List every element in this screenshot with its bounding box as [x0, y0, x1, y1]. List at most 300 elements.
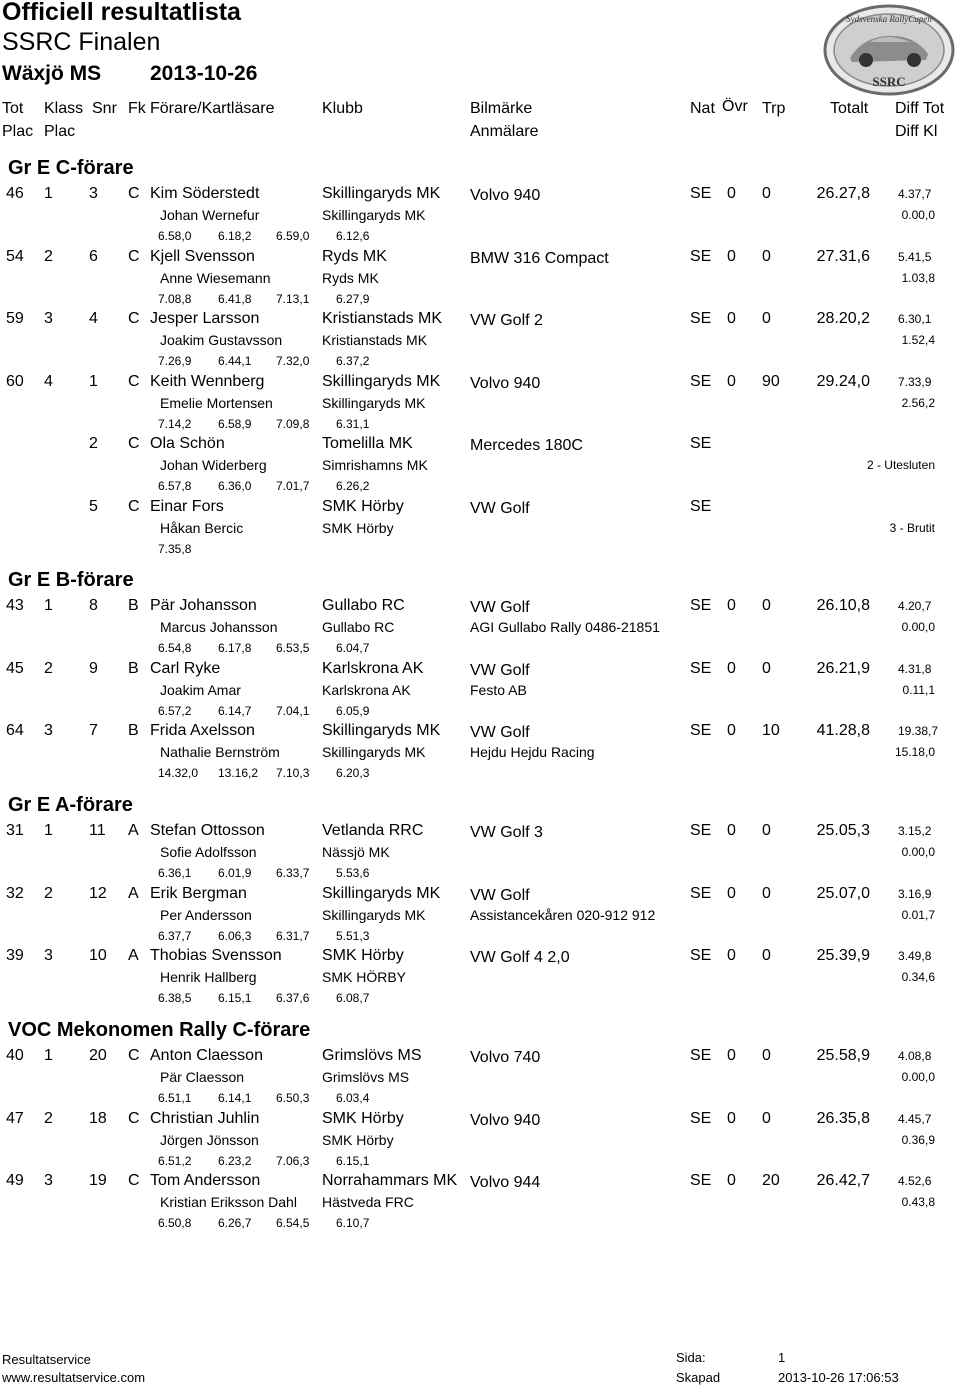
cell-stage-time: 6.44,1	[218, 354, 252, 368]
cell-car: VW Golf	[470, 500, 530, 517]
cell-driver: Carl Ryke	[150, 660, 221, 677]
cell-class-plac: 3	[44, 310, 53, 327]
event-name: SSRC Finalen	[2, 28, 161, 56]
cell-stage-time: 7.06,3	[276, 1154, 310, 1168]
cell-stage-time: 6.37,6	[276, 991, 310, 1005]
cell-driver: Einar Fors	[150, 498, 224, 515]
cell-class-plac: 3	[44, 1172, 53, 1189]
cell-nat: SE	[690, 947, 712, 964]
cell-codriver-club: SMK Hörby	[322, 1132, 394, 1148]
cell-codriver: Kristian Eriksson Dahl	[160, 1194, 297, 1210]
cell-codriver-club: Ryds MK	[322, 270, 379, 286]
cell-driver-class: C	[128, 1110, 140, 1127]
cell-trp: 20	[762, 1172, 780, 1189]
cell-diff-kl: 15.18,0	[894, 745, 935, 759]
cell-diff-tot: 5.41,5	[898, 250, 932, 264]
cell-diff-kl: 0.00,0	[901, 845, 935, 859]
cell-stage-time: 6.03,4	[336, 1091, 370, 1105]
cell-driver-class: C	[128, 310, 140, 327]
cell-stage-time: 5.51,3	[336, 929, 370, 943]
cell-driver-class: B	[128, 722, 139, 739]
cell-car: VW Golf	[470, 662, 530, 679]
cell-stage-time: 7.04,1	[276, 704, 310, 718]
footer-skapad-label: Skapad	[676, 1370, 721, 1385]
cell-ovr: 0	[727, 660, 736, 677]
cell-class-plac: 1	[44, 597, 53, 614]
cell-club: Gullabo RC	[322, 597, 405, 614]
cell-stage-time: 6.59,0	[276, 229, 310, 243]
cell-car: Volvo 940	[470, 375, 541, 392]
cell-total: 25.58,9	[816, 1047, 870, 1064]
cell-entrant: Festo AB	[470, 682, 527, 698]
cell-start-number: 4	[89, 310, 98, 327]
cell-club: Ryds MK	[322, 248, 387, 265]
cell-total: 28.20,2	[816, 310, 870, 327]
cell-stage-time: 6.14,1	[218, 1091, 252, 1105]
cell-tot-plac: 59	[6, 310, 24, 327]
cell-start-number: 9	[89, 660, 98, 677]
cell-codriver: Nathalie Bernström	[160, 744, 280, 760]
cell-stage-time: 7.08,8	[158, 292, 192, 306]
cell-start-number: 20	[89, 1047, 107, 1064]
cell-nat: SE	[690, 498, 712, 515]
cell-total: 25.39,9	[816, 947, 870, 964]
cell-driver: Keith Wennberg	[150, 373, 265, 390]
cell-tot-plac: 31	[6, 822, 24, 839]
cell-diff-kl: 1.03,8	[901, 271, 935, 285]
cell-club: Grimslövs MS	[322, 1047, 422, 1064]
cell-diff-kl: 0.00,0	[901, 620, 935, 634]
cell-tot-plac: 49	[6, 1172, 24, 1189]
cell-tot-plac: 45	[6, 660, 24, 677]
ssrc-logo	[822, 2, 956, 98]
cell-stage-time: 6.10,7	[336, 1216, 370, 1230]
cell-class-plac: 1	[44, 1047, 53, 1064]
footer-created: 2013-10-26 17:06:53	[778, 1370, 899, 1385]
cell-nat: SE	[690, 885, 712, 902]
logo-text-top: Sydsvenska RallyCupen	[846, 14, 932, 24]
cell-nat: SE	[690, 1172, 712, 1189]
cell-stage-time: 6.41,8	[218, 292, 252, 306]
cell-stage-time: 6.05,9	[336, 704, 370, 718]
cell-start-number: 18	[89, 1110, 107, 1127]
cell-nat: SE	[690, 435, 712, 452]
cell-diff-kl: 3 - Brutit	[889, 521, 935, 535]
cell-diff-kl: 0.43,8	[901, 1195, 935, 1209]
cell-ovr: 0	[727, 822, 736, 839]
col-diffkl: Diff Kl	[895, 123, 938, 140]
cell-diff-tot: 19.38,7	[898, 724, 939, 738]
cell-driver: Erik Bergman	[150, 885, 247, 902]
cell-start-number: 19	[89, 1172, 107, 1189]
page-title: Officiell resultatlista	[2, 0, 241, 26]
cell-diff-kl: 2 - Utesluten	[866, 458, 935, 472]
cell-stage-time: 6.06,3	[218, 929, 252, 943]
col-klubb: Klubb	[322, 100, 363, 117]
cell-ovr: 0	[727, 722, 736, 739]
cell-codriver-club: Skillingaryds MK	[322, 395, 426, 411]
cell-club: Skillingaryds MK	[322, 885, 441, 902]
cell-car: Volvo 940	[470, 1112, 541, 1129]
cell-car: Volvo 944	[470, 1174, 541, 1191]
cell-tot-plac: 46	[6, 185, 24, 202]
col-anmalare: Anmälare	[470, 123, 539, 140]
cell-stage-time: 6.27,9	[336, 292, 370, 306]
cell-class-plac: 2	[44, 885, 53, 902]
cell-club: Kristianstads MK	[322, 310, 443, 327]
cell-tot-plac: 40	[6, 1047, 24, 1064]
cell-tot-plac: 64	[6, 722, 24, 739]
cell-trp: 90	[762, 373, 780, 390]
cell-trp: 0	[762, 597, 771, 614]
cell-codriver: Johan Widerberg	[160, 457, 267, 473]
footer-url[interactable]: www.resultatservice.com	[2, 1370, 146, 1385]
cell-stage-time: 6.08,7	[336, 991, 370, 1005]
cell-trp: 0	[762, 1047, 771, 1064]
cell-stage-time: 7.14,2	[158, 417, 192, 431]
cell-driver: Tom Andersson	[150, 1172, 261, 1189]
cell-total: 25.07,0	[816, 885, 870, 902]
cell-stage-time: 6.37,7	[158, 929, 192, 943]
cell-stage-time: 6.51,2	[158, 1154, 192, 1168]
cell-diff-tot: 4.45,7	[898, 1112, 932, 1126]
cell-start-number: 8	[89, 597, 98, 614]
cell-stage-time: 7.09,8	[276, 417, 310, 431]
cell-club: SMK Hörby	[322, 947, 404, 964]
cell-codriver-club: Skillingaryds MK	[322, 207, 426, 223]
cell-driver-class: C	[128, 498, 140, 515]
cell-trp: 0	[762, 947, 771, 964]
cell-stage-time: 6.50,8	[158, 1216, 192, 1230]
cell-total: 26.21,9	[816, 660, 870, 677]
group-title: Gr E C-förare	[8, 157, 134, 179]
cell-class-plac: 4	[44, 373, 53, 390]
cell-stage-time: 7.26,9	[158, 354, 192, 368]
cell-tot-plac: 43	[6, 597, 24, 614]
cell-stage-time: 7.35,8	[158, 542, 192, 556]
cell-driver: Anton Claesson	[150, 1047, 263, 1064]
cell-trp: 0	[762, 248, 771, 265]
cell-tot-plac: 32	[6, 885, 24, 902]
cell-class-plac: 1	[44, 185, 53, 202]
cell-codriver: Emelie Mortensen	[160, 395, 273, 411]
cell-driver-class: B	[128, 660, 139, 677]
cell-diff-kl: 0.36,9	[901, 1133, 935, 1147]
event-date: 2013-10-26	[150, 62, 258, 85]
cell-total: 26.35,8	[816, 1110, 870, 1127]
event-location: Wäxjö MS	[2, 62, 102, 85]
cell-nat: SE	[690, 185, 712, 202]
cell-nat: SE	[690, 1110, 712, 1127]
cell-diff-kl: 1.52,4	[901, 333, 935, 347]
cell-codriver: Pär Claesson	[160, 1069, 245, 1085]
cell-start-number: 11	[89, 822, 106, 839]
cell-car: VW Golf	[470, 724, 530, 741]
cell-stage-time: 6.26,7	[218, 1216, 252, 1230]
cell-codriver-club: Skillingaryds MK	[322, 744, 426, 760]
cell-codriver-club: Hästveda FRC	[322, 1194, 414, 1210]
col-difftot: Diff Tot	[895, 100, 945, 117]
cell-stage-time: 6.15,1	[336, 1154, 370, 1168]
cell-driver-class: B	[128, 597, 139, 614]
cell-total: 41.28,8	[816, 722, 870, 739]
cell-ovr: 0	[727, 1172, 736, 1189]
cell-stage-time: 6.36,1	[158, 866, 192, 880]
cell-stage-time: 6.37,2	[336, 354, 370, 368]
col-fk: Fk	[128, 100, 146, 117]
cell-codriver-club: SMK Hörby	[322, 520, 394, 536]
cell-ovr: 0	[727, 248, 736, 265]
footer-sida-label: Sida:	[676, 1350, 706, 1365]
cell-nat: SE	[690, 722, 712, 739]
cell-class-plac: 2	[44, 1110, 53, 1127]
cell-stage-time: 6.50,3	[276, 1091, 310, 1105]
cell-club: SMK Hörby	[322, 1110, 404, 1127]
cell-codriver: Joakim Amar	[160, 682, 241, 698]
cell-diff-kl: 0.34,6	[901, 970, 935, 984]
cell-tot-plac: 47	[6, 1110, 24, 1127]
cell-class-plac: 2	[44, 660, 53, 677]
cell-class-plac: 2	[44, 248, 53, 265]
cell-stage-time: 6.26,2	[336, 479, 370, 493]
cell-ovr: 0	[727, 1047, 736, 1064]
cell-codriver-club: Skillingaryds MK	[322, 907, 426, 923]
col-forare: Förare/Kartläsare	[150, 100, 275, 117]
cell-class-plac: 1	[44, 822, 53, 839]
cell-club: Norrahammars MK	[322, 1172, 458, 1189]
cell-codriver: Per Andersson	[160, 907, 252, 923]
cell-diff-tot: 4.08,8	[898, 1049, 932, 1063]
col-bilmarke: Bilmärke	[470, 100, 533, 117]
cell-stage-time: 6.36,0	[218, 479, 252, 493]
col-plac-klass: Plac	[44, 123, 76, 140]
cell-ovr: 0	[727, 597, 736, 614]
col-tot: Tot	[2, 100, 24, 117]
cell-codriver-club: Karlskrona AK	[322, 682, 411, 698]
cell-nat: SE	[690, 597, 712, 614]
cell-club: Vetlanda RRC	[322, 822, 424, 839]
cell-driver: Frida Axelsson	[150, 722, 255, 739]
cell-driver: Kjell Svensson	[150, 248, 255, 265]
group-title: VOC Mekonomen Rally C-förare	[8, 1019, 311, 1041]
cell-stage-time: 6.58,0	[158, 229, 192, 243]
cell-club: SMK Hörby	[322, 498, 404, 515]
cell-stage-time: 6.04,7	[336, 641, 370, 655]
col-snr: Snr	[92, 100, 117, 117]
cell-driver-class: C	[128, 373, 140, 390]
cell-trp: 0	[762, 310, 771, 327]
cell-car: VW Golf	[470, 887, 530, 904]
cell-driver-class: A	[128, 885, 139, 902]
cell-stage-time: 6.53,5	[276, 641, 310, 655]
cell-car: Volvo 940	[470, 187, 541, 204]
cell-codriver-club: SMK HÖRBY	[322, 969, 407, 985]
cell-driver-class: A	[128, 822, 139, 839]
cell-driver: Christian Juhlin	[150, 1110, 260, 1127]
cell-tot-plac: 60	[6, 373, 24, 390]
cell-stage-time: 6.54,8	[158, 641, 192, 655]
cell-diff-tot: 6.30,1	[898, 312, 932, 326]
cell-diff-kl: 0.11,1	[902, 683, 935, 697]
cell-ovr: 0	[727, 885, 736, 902]
cell-driver: Jesper Larsson	[150, 310, 260, 327]
cell-driver: Pär Johansson	[150, 597, 257, 614]
cell-stage-time: 6.17,8	[218, 641, 252, 655]
cell-stage-time: 7.10,3	[276, 766, 310, 780]
cell-stage-time: 6.57,8	[158, 479, 192, 493]
cell-codriver: Joakim Gustavsson	[160, 332, 283, 348]
cell-diff-tot: 4.37,7	[898, 187, 932, 201]
cell-stage-time: 6.58,9	[218, 417, 252, 431]
cell-stage-time: 6.20,3	[336, 766, 370, 780]
cell-ovr: 0	[727, 947, 736, 964]
cell-trp: 0	[762, 185, 771, 202]
cell-class-plac: 3	[44, 722, 53, 739]
cell-diff-tot: 4.20,7	[898, 599, 932, 613]
cell-total: 29.24,0	[816, 373, 870, 390]
cell-stage-time: 6.31,7	[276, 929, 310, 943]
cell-diff-kl: 0.00,0	[901, 208, 935, 222]
cell-stage-time: 6.18,2	[218, 229, 252, 243]
cell-diff-kl: 2.56,2	[901, 396, 935, 410]
cell-stage-time: 14.32,0	[158, 766, 199, 780]
cell-entrant: AGI Gullabo Rally 0486-21851	[470, 619, 660, 635]
cell-car: Volvo 740	[470, 1049, 541, 1066]
col-trp: Trp	[762, 100, 786, 117]
cell-start-number: 5	[89, 498, 98, 515]
cell-diff-tot: 3.16,9	[898, 887, 932, 901]
cell-car: VW Golf	[470, 599, 530, 616]
cell-stage-time: 6.01,9	[218, 866, 252, 880]
cell-total: 26.27,8	[816, 185, 870, 202]
cell-driver: Ola Schön	[150, 435, 225, 452]
cell-stage-time: 6.33,7	[276, 866, 310, 880]
cell-stage-time: 5.53,6	[336, 866, 370, 880]
group-title: Gr E B-förare	[8, 569, 134, 591]
cell-nat: SE	[690, 373, 712, 390]
cell-stage-time: 6.54,5	[276, 1216, 310, 1230]
cell-start-number: 1	[89, 373, 98, 390]
cell-diff-tot: 4.31,8	[898, 662, 932, 676]
cell-start-number: 3	[89, 185, 98, 202]
cell-entrant: Hejdu Hejdu Racing	[470, 744, 595, 760]
cell-stage-time: 7.01,7	[276, 479, 310, 493]
cell-diff-tot: 3.15,2	[898, 824, 932, 838]
cell-codriver: Johan Wernefur	[160, 207, 260, 223]
cell-driver: Kim Söderstedt	[150, 185, 260, 202]
col-plac-tot: Plac	[2, 123, 34, 140]
cell-nat: SE	[690, 310, 712, 327]
cell-stage-time: 7.13,1	[276, 292, 310, 306]
cell-codriver: Marcus Johansson	[160, 619, 278, 635]
logo-text-bottom: SSRC	[872, 74, 906, 89]
cell-codriver-club: Grimslövs MS	[322, 1069, 410, 1085]
cell-start-number: 6	[89, 248, 98, 265]
cell-driver-class: A	[128, 947, 139, 964]
cell-stage-time: 7.32,0	[276, 354, 310, 368]
cell-trp: 10	[762, 722, 780, 739]
cell-nat: SE	[690, 1047, 712, 1064]
cell-codriver: Henrik Hallberg	[160, 969, 257, 985]
cell-codriver-club: Simrishamns MK	[322, 457, 428, 473]
cell-trp: 0	[762, 660, 771, 677]
cell-club: Tomelilla MK	[322, 435, 413, 452]
cell-entrant: Assistancekåren 020-912 912	[470, 907, 656, 923]
cell-club: Skillingaryds MK	[322, 373, 441, 390]
cell-car: VW Golf 2	[470, 312, 543, 329]
cell-driver-class: C	[128, 1047, 140, 1064]
group-title: Gr E A-förare	[8, 794, 133, 816]
cell-ovr: 0	[727, 185, 736, 202]
cell-codriver-club: Kristianstads MK	[322, 332, 428, 348]
col-nat: Nat	[690, 100, 715, 117]
cell-diff-kl: 0.01,7	[901, 908, 935, 922]
cell-trp: 0	[762, 885, 771, 902]
cell-stage-time: 13.16,2	[218, 766, 259, 780]
cell-club: Karlskrona AK	[322, 660, 424, 677]
cell-nat: SE	[690, 248, 712, 265]
cell-codriver-club: Nässjö MK	[322, 844, 390, 860]
cell-tot-plac: 54	[6, 248, 24, 265]
cell-tot-plac: 39	[6, 947, 24, 964]
cell-stage-time: 6.38,5	[158, 991, 192, 1005]
cell-nat: SE	[690, 660, 712, 677]
cell-total: 25.05,3	[816, 822, 870, 839]
cell-codriver: Håkan Bercic	[160, 520, 244, 536]
footer-company: Resultatservice	[2, 1352, 91, 1367]
cell-stage-time: 6.12,6	[336, 229, 370, 243]
cell-stage-time: 6.31,1	[336, 417, 370, 431]
cell-total: 27.31,6	[816, 248, 870, 265]
cell-start-number: 2	[89, 435, 98, 452]
cell-nat: SE	[690, 822, 712, 839]
cell-stage-time: 6.14,7	[218, 704, 252, 718]
cell-codriver: Sofie Adolfsson	[160, 844, 257, 860]
cell-stage-time: 6.23,2	[218, 1154, 252, 1168]
cell-diff-tot: 7.33,9	[898, 375, 932, 389]
cell-ovr: 0	[727, 373, 736, 390]
cell-car: VW Golf 4 2,0	[470, 949, 570, 966]
cell-ovr: 0	[727, 310, 736, 327]
cell-class-plac: 3	[44, 947, 53, 964]
cell-driver: Stefan Ottosson	[150, 822, 265, 839]
cell-start-number: 12	[89, 885, 107, 902]
footer-page-number: 1	[778, 1350, 786, 1365]
cell-club: Skillingaryds MK	[322, 185, 441, 202]
col-klass: Klass	[44, 100, 84, 117]
cell-diff-tot: 4.52,6	[898, 1174, 932, 1188]
cell-total: 26.10,8	[816, 597, 870, 614]
col-totalt: Totalt	[830, 100, 869, 117]
cell-start-number: 7	[89, 722, 98, 739]
cell-car: VW Golf 3	[470, 824, 543, 841]
cell-stage-time: 6.57,2	[158, 704, 192, 718]
cell-stage-time: 6.15,1	[218, 991, 252, 1005]
cell-car: BMW 316 Compact	[470, 250, 609, 267]
cell-car: Mercedes 180C	[470, 437, 583, 454]
cell-club: Skillingaryds MK	[322, 722, 441, 739]
cell-trp: 0	[762, 822, 771, 839]
cell-start-number: 10	[89, 947, 107, 964]
cell-total: 26.42,7	[816, 1172, 870, 1189]
cell-driver-class: C	[128, 1172, 140, 1189]
cell-trp: 0	[762, 1110, 771, 1127]
cell-codriver: Jörgen Jönsson	[160, 1132, 259, 1148]
cell-driver-class: C	[128, 435, 140, 452]
cell-diff-tot: 3.49,8	[898, 949, 932, 963]
cell-driver-class: C	[128, 248, 140, 265]
cell-driver-class: C	[128, 185, 140, 202]
